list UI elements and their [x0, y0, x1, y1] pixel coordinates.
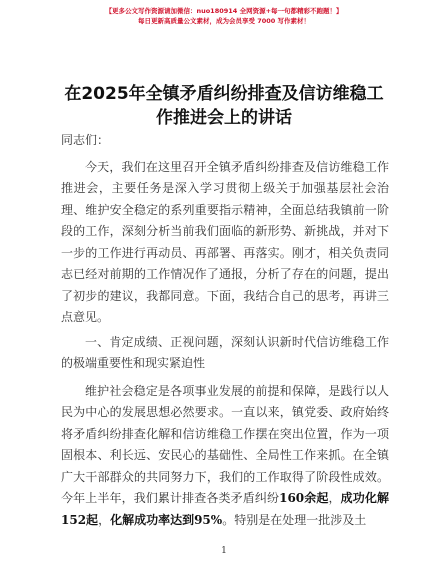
- paragraph-achievements: [61, 381, 389, 532]
- greeting: 同志们：: [61, 133, 110, 147]
- document-title: 在2025年全镇矛盾纠纷排查及信访维稳工作推进会上的讲话: [64, 84, 384, 128]
- paragraph-intro: 今天，我们在这里召开全镇矛盾纠纷排查及信访维稳工作推进会，主要任务是深入学习贯彻上级关于加强基层社会治理、维护安全稳定的系列重要指示精神，全面总结我镇前一阶段的工作，深刻分析当前我们面临的新形势、新挑战，并对下一步的工作进行再动员、再部署、再落实。刚才，相关负责同志已经对前期的工作情况作了通报，分析了存在的问题，提出了初步的建议，我都同意。下面，我结合自己的思考，再讲三点意见。: [61, 159, 389, 324]
- promo-banner: [0, 6, 448, 26]
- paragraph-text: ，: [98, 512, 111, 527]
- paragraph-text: 。特别是在处理一批涉及土: [222, 512, 367, 527]
- paragraph-text: ，: [328, 491, 341, 505]
- stat-investigated: 160余起: [279, 491, 329, 505]
- section-heading-1: 一、肯定成绩、正视问题，深刻认识新时代信访维稳工作的极端重要性和现实紧迫性: [61, 334, 389, 370]
- paragraph-text: 维护社会稳定是各项事业发展的前提和保障，是践行以人民为中心的发展思想必然要求。一直以来，镇党委、政府始终将矛盾纠纷排查化解和信访维稳工作摆在突出位置，作为一项固根本、利长远、安民心的基础性、全局性工作来抓。在全镇广大干部群众的共同努力下，我们的工作取得了阶段性成效。今年上半年，我们累计排查各类矛盾纠纷: [61, 383, 389, 505]
- stat-resolved: 成功化解152起: [61, 491, 389, 527]
- page-number: 1: [221, 546, 227, 556]
- stat-success-rate: 化解成功率达到95%: [110, 512, 223, 527]
- document-body: [61, 130, 389, 531]
- promo-banner-line-2: 每日更新高质量公文素材，成为会员享受 7000 写作素材！: [137, 17, 311, 25]
- promo-banner-line-1: 【更多公文写作资源请加微信：nuo180914 全网资源+每一句都精彩不跑题！】: [105, 7, 343, 15]
